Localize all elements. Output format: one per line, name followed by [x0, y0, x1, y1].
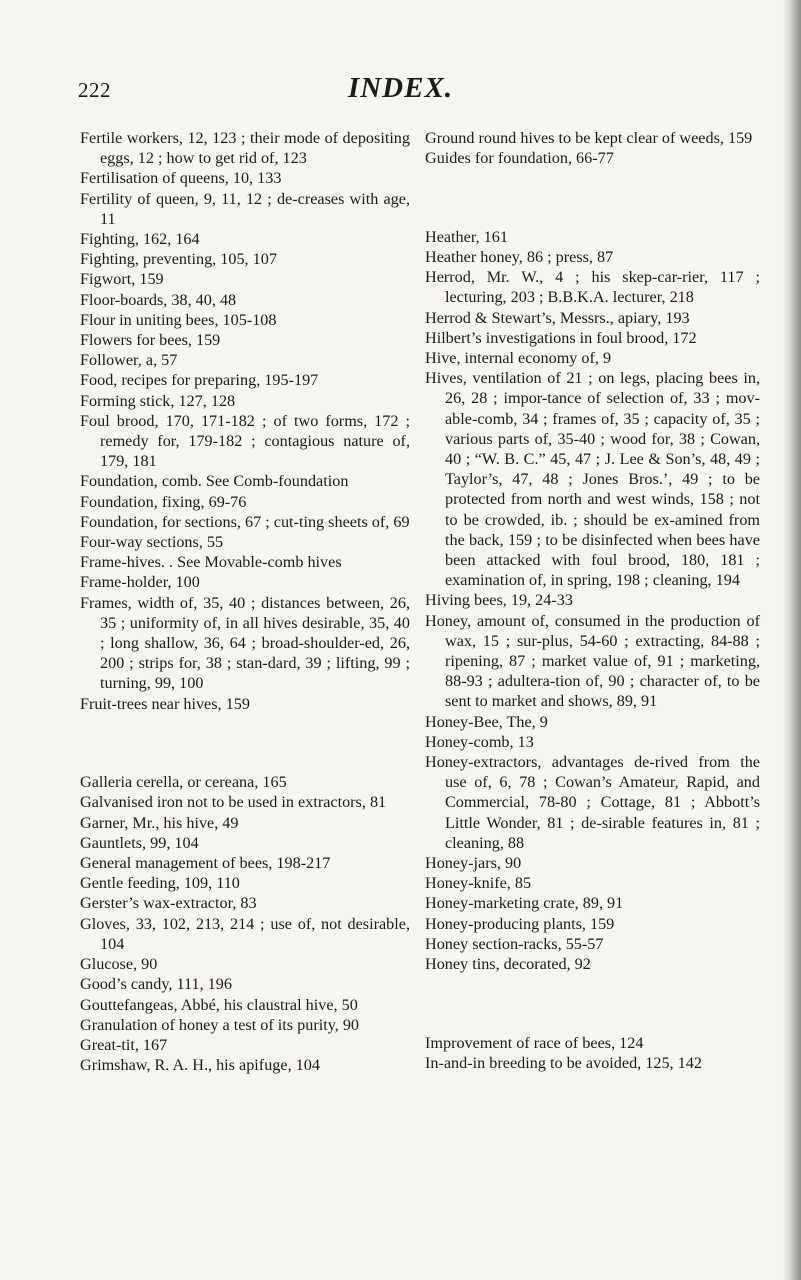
- index-entry: Follower, a, 57: [80, 351, 178, 370]
- index-entry: Honey-Bee, The, 9: [425, 712, 548, 731]
- section-gap: [425, 185, 760, 211]
- index-entry: Great-tit, 167: [80, 1035, 168, 1054]
- index-entry: Galleria cerella, or cereana, 165: [80, 773, 287, 792]
- index-entry: Good’s candy, 111, 196: [80, 975, 232, 994]
- index-entry: Ground round hives to be kept clear of weeds, 159: [425, 129, 753, 147]
- index-entry: Honey tins, decorated, 92: [425, 955, 591, 974]
- index-entry: Foul brood, 170, 171-182 ; of two forms, 172 ; remedy for, 179-182 ; contagious nature of, 179, 181: [80, 411, 410, 471]
- index-entry: Hive, internal economy of, 9: [425, 349, 612, 367]
- index-entry: Improvement of race of bees, 124: [425, 1033, 644, 1052]
- index-entry: Gauntlets, 99, 104: [80, 833, 199, 852]
- index-column-right: [425, 128, 760, 1073]
- section-gap: [80, 730, 410, 756]
- section-gap: [425, 990, 760, 1016]
- index-entry: Gerster’s wax-extractor, 83: [80, 894, 257, 913]
- index-entry: Flour in uniting bees, 105-108: [80, 310, 277, 329]
- index-entry: Fertility of queen, 9, 11, 12 ; de-creases with age, 11: [80, 189, 410, 228]
- index-entry: Hilbert’s investigations in foul brood, 172: [425, 328, 697, 347]
- index-entry: Figwort, 159: [80, 270, 164, 289]
- index-entry: Guides for foundation, 66-77: [425, 149, 614, 168]
- index-entry: Galvanised iron not to be used in extractors, 81: [80, 793, 387, 812]
- index-entry: Honey-comb, 13: [425, 732, 534, 751]
- index-entry: Fighting, preventing, 105, 107: [80, 250, 277, 269]
- index-entry: Fertilisation of queens, 10, 133: [80, 169, 282, 188]
- index-entry: Hives, ventilation of 21 ; on legs, placing bees in, 26, 28 ; impor-tance of selection of, 33 ; mov-able-comb, 34 ; frames of, 35 ; capacity of, 35 ; various parts of, 35-40 ; wood for, 38 ; Cowan, 40 ; “W. B. C.” 45, 47 ; J. Lee & Son’s, 48, 49 ; Taylor’s, 47, 48 ; Jones Bros.’, 49 ; to be protected from north and west winds, 158 ; not to be crowded, ib. ; should be ex-amined from the back, 159 ; to be disinfected when bees have been attacked with foul brood, 180, 181 ; examination of, in spring, 198 ; cleaning, 194: [425, 369, 760, 590]
- page-number: 222: [78, 78, 111, 102]
- index-entry: Fertile workers, 12, 123 ; their mode of depositing eggs, 12 ; how to get rid of, 123: [80, 129, 410, 168]
- index-entry: General management of bees, 198-217: [80, 854, 331, 873]
- index-entry: Honey-marketing crate, 89, 91: [425, 894, 624, 913]
- index-entry: Fighting, 162, 164: [80, 230, 200, 249]
- index-entry: Herrod, Mr. W., 4 ; his skep-car-rier, 117 ; lecturing, 203 ; B.B.K.A. lecturer, 218: [425, 268, 760, 307]
- index-entry: Glucose, 90: [80, 955, 158, 974]
- index-entry: Gentle feeding, 109, 110: [80, 874, 240, 893]
- index-entry: Hiving bees, 19, 24-33: [425, 591, 573, 610]
- index-entry: Honey section-racks, 55-57: [425, 934, 604, 953]
- index-entry: Gloves, 33, 102, 213, 214 ; use of, not desirable, 104: [80, 914, 410, 953]
- index-entry: Foundation, fixing, 69-76: [80, 492, 247, 511]
- index-entry: Foundation, comb. See Comb-foundation: [80, 472, 349, 491]
- index-entry: Honey, amount of, consumed in the production of wax, 15 ; sur-plus, 54-60 ; extracting, 84-88 ; ripening, 87 ; market value of, 91 ; marketing, 88-93 ; adultera-tion of, 90 ; character of, to be sent to market and shows, 89, 91: [425, 611, 760, 711]
- index-entry: Frame-holder, 100: [80, 573, 200, 592]
- index-entry: Fruit-trees near hives, 159: [80, 694, 250, 713]
- index-entry: Frames, width of, 35, 40 ; distances between, 26, 35 ; uniformity of, in all hives desirable, 35, 40 ; long shallow, 36, 64 ; broad-shoulder-ed, 26, 200 ; strips for, 38 ; stan-dard, 39 ; lifting, 99 ; turning, 99, 100: [80, 593, 410, 693]
- index-entry: Food, recipes for preparing, 195-197: [80, 371, 319, 390]
- index-entry: Frame-hives. . See Movable-comb hives: [80, 553, 342, 572]
- index-entry: Gouttefangeas, Abbé, his claustral hive, 50: [80, 995, 358, 1014]
- page-title: INDEX.: [347, 72, 454, 104]
- page-edge-shadow: [783, 0, 801, 1280]
- index-entry: Foundation, for sections, 67 ; cut-ting sheets of, 69: [80, 512, 410, 531]
- index-entry: Flowers for bees, 159: [80, 331, 221, 350]
- index-entry: Grimshaw, R. A. H., his apifuge, 104: [80, 1056, 320, 1075]
- index-entry: Four-way sections, 55: [80, 533, 224, 552]
- index-entry: Honey-producing plants, 159: [425, 914, 615, 933]
- index-column-left: [80, 128, 410, 1075]
- index-entry: Herrod & Stewart’s, Messrs., apiary, 193: [425, 308, 690, 327]
- index-entry: Garner, Mr., his hive, 49: [80, 813, 239, 832]
- index-entry: Forming stick, 127, 128: [80, 391, 236, 410]
- index-entry: Granulation of honey a test of its purity, 90: [80, 1015, 360, 1034]
- index-entry: Floor-boards, 38, 40, 48: [80, 290, 237, 309]
- index-entry: Honey-extractors, advantages de-rived from the use of, 6, 78 ; Cowan’s Amateur, Rapid, and Commercial, 78-80 ; Cottage, 81 ; Abbott’s Little Wonder, 81 ; de-sirable features in, 81 ; cleaning, 88: [425, 753, 760, 852]
- index-entry: Honey-knife, 85: [425, 874, 532, 893]
- index-entry: In-and-in breeding to be avoided, 125, 142: [425, 1053, 702, 1072]
- index-entry: Heather, 161: [425, 227, 508, 246]
- index-entry: Honey-jars, 90: [425, 854, 522, 873]
- index-entry: Heather honey, 86 ; press, 87: [425, 247, 614, 266]
